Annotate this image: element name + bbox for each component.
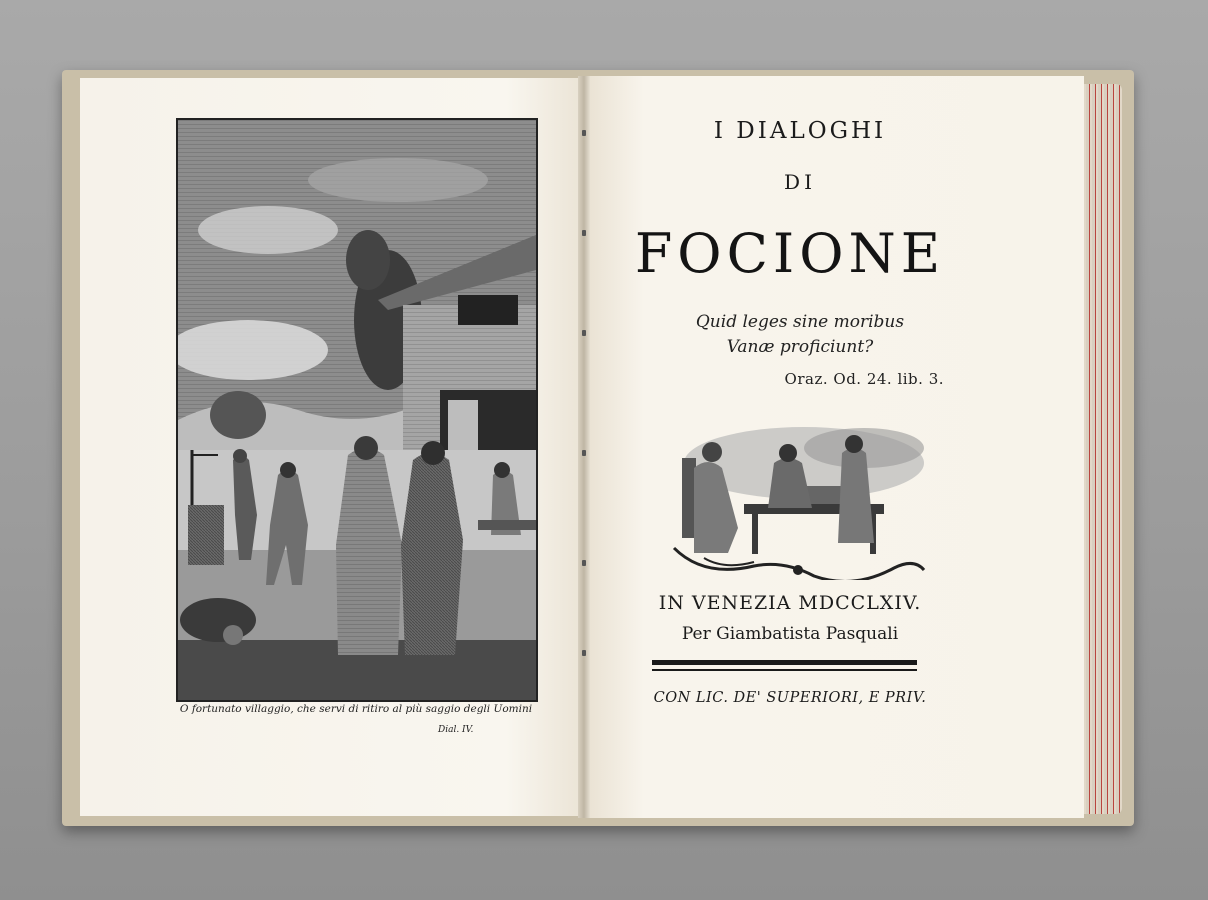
frontispiece-caption: O fortunato villaggio, che servi di ritiro al più saggio degli Uomini (179, 703, 533, 715)
dialogue-reference: Dial. IV. (438, 725, 474, 735)
page-edges (1080, 84, 1122, 814)
imprint-place-date: IN VENEZIA MDCCLXIV. (658, 592, 922, 614)
motto-line-2: Vanæ proficiunt? (726, 337, 874, 357)
rule-thin (652, 669, 917, 671)
binding-stitch (582, 450, 586, 456)
binding-stitch (582, 130, 586, 136)
binding-stitch (582, 560, 586, 566)
title-line-1: I DIALOGHI (713, 118, 887, 144)
motto-line-1: Quid leges sine moribus (695, 312, 905, 332)
engraving-illustration (178, 120, 536, 700)
imprint-printer: Per Giambatista Pasquali (681, 624, 899, 644)
title-vignette (664, 408, 932, 580)
binding-stitch (582, 230, 586, 236)
title-line-2: DI (784, 170, 816, 194)
title-main: FOCIONE (634, 222, 946, 285)
book-gutter (578, 76, 590, 818)
vignette-illustration (664, 408, 932, 580)
binding-stitch (582, 330, 586, 336)
frontispiece-engraving (176, 118, 538, 702)
licence-statement: CON LIC. DE' SUPERIORI, E PRIV. (653, 690, 927, 706)
rule-thick (652, 660, 917, 665)
motto-source: Oraz. Od. 24. lib. 3. (784, 370, 944, 388)
binding-stitch (582, 650, 586, 656)
motto (660, 310, 940, 360)
